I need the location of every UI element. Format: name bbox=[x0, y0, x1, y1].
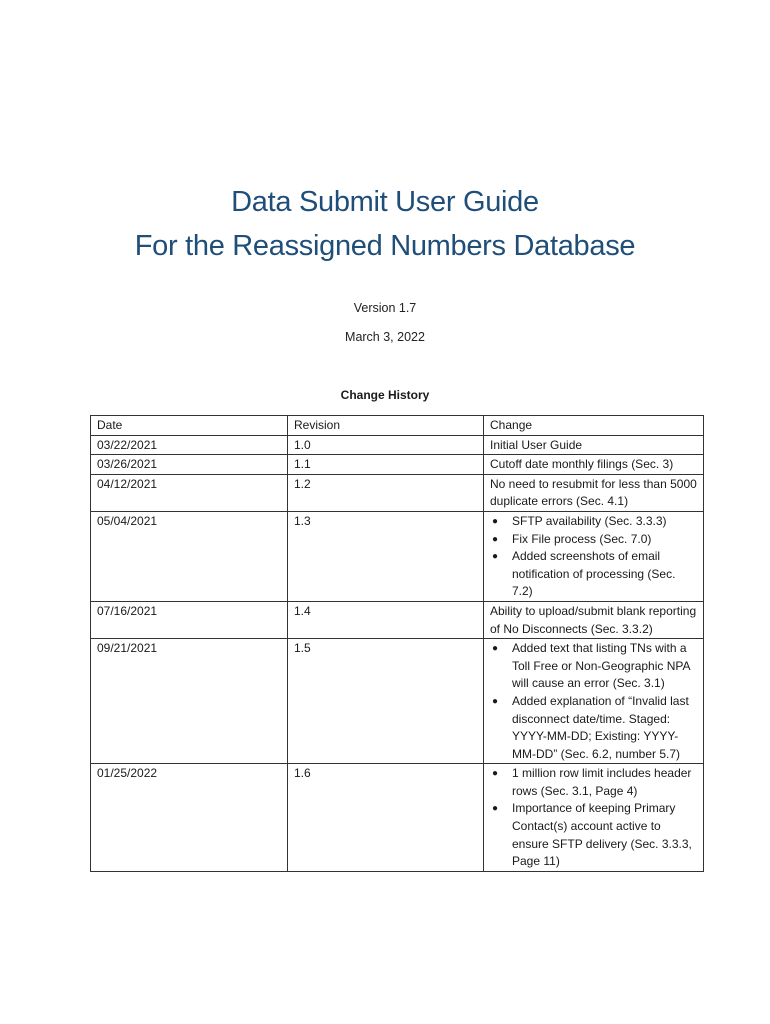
change-bullet bbox=[492, 800, 697, 870]
table-row bbox=[91, 474, 704, 511]
row-change: No need to resubmit for less than 5000 duplicate errors (Sec. 4.1) bbox=[484, 474, 704, 511]
bullet-icon: ● bbox=[492, 803, 499, 815]
row-change bbox=[484, 639, 704, 764]
change-bullet-text: Added screenshots of email notification of processing (Sec. 7.2) bbox=[512, 549, 676, 599]
document-title-line-1: Data Submit User Guide bbox=[231, 186, 539, 218]
row-date: 03/22/2021 bbox=[91, 435, 288, 455]
change-bullet-text: 1 million row limit includes header rows (Sec. 3.1, Page 4) bbox=[512, 766, 692, 798]
change-bullet-list bbox=[490, 640, 697, 763]
row-date: 07/16/2021 bbox=[91, 601, 288, 638]
change-bullet-text: Added text that listing TNs with a Toll Free or Non-Geographic NPA will cause an error (Sec. 3.1) bbox=[512, 641, 690, 691]
column-header-revision: Revision bbox=[288, 416, 484, 436]
table-row bbox=[91, 455, 704, 475]
bullet-icon: ● bbox=[492, 551, 499, 563]
bullet-icon: ● bbox=[492, 768, 499, 780]
row-date: 03/26/2021 bbox=[91, 455, 288, 475]
row-date: 01/25/2022 bbox=[91, 764, 288, 872]
table-row bbox=[91, 435, 704, 455]
change-bullet-text: SFTP availability (Sec. 3.3.3) bbox=[512, 513, 667, 528]
column-header-date: Date bbox=[91, 416, 288, 436]
change-bullet-text: Fix File process (Sec. 7.0) bbox=[512, 531, 652, 546]
row-change bbox=[484, 764, 704, 872]
change-bullet bbox=[492, 693, 697, 763]
row-revision: 1.0 bbox=[288, 435, 484, 455]
document-title-line-2: For the Reassigned Numbers Database bbox=[134, 230, 636, 262]
change-bullet bbox=[492, 531, 697, 549]
change-bullet-list bbox=[490, 765, 697, 871]
bullet-icon: ● bbox=[492, 643, 499, 655]
change-bullet-text: Importance of keeping Primary Contact(s) account active to ensure SFTP delivery (Sec. 3.3.3, Page 11) bbox=[512, 801, 692, 869]
row-date: 05/04/2021 bbox=[91, 511, 288, 601]
change-bullet-text: Added explanation of “Invalid last disconnect date/time. Staged: YYYY-MM-DD; Existing: YYYY-MM-DD” (Sec. 6.2, number 5.7) bbox=[512, 693, 689, 761]
row-change: Ability to upload/submit blank reporting of No Disconnects (Sec. 3.3.2) bbox=[484, 601, 704, 638]
row-date: 09/21/2021 bbox=[91, 639, 288, 764]
change-bullet bbox=[492, 640, 697, 693]
row-revision: 1.2 bbox=[288, 474, 484, 511]
row-revision: 1.1 bbox=[288, 455, 484, 475]
table-header-row bbox=[91, 416, 704, 436]
column-header-change: Change bbox=[484, 416, 704, 436]
change-bullet bbox=[492, 548, 697, 601]
row-revision: 1.5 bbox=[288, 639, 484, 764]
table-row bbox=[91, 511, 704, 601]
change-bullet bbox=[492, 765, 697, 800]
bullet-icon: ● bbox=[492, 695, 499, 707]
row-revision: 1.6 bbox=[288, 764, 484, 872]
bullet-icon: ● bbox=[492, 533, 499, 545]
change-bullet-list bbox=[490, 513, 697, 601]
change-history-heading: Change History bbox=[340, 388, 430, 402]
row-change: Initial User Guide bbox=[484, 435, 704, 455]
row-change bbox=[484, 511, 704, 601]
publish-date: March 3, 2022 bbox=[345, 330, 425, 344]
table-row bbox=[91, 639, 704, 764]
change-history-table bbox=[90, 415, 704, 872]
change-bullet bbox=[492, 513, 697, 531]
row-change: Cutoff date monthly filings (Sec. 3) bbox=[484, 455, 704, 475]
version-label: Version 1.7 bbox=[353, 301, 417, 315]
row-revision: 1.3 bbox=[288, 511, 484, 601]
table-row bbox=[91, 764, 704, 872]
table-row bbox=[91, 601, 704, 638]
bullet-icon: ● bbox=[492, 515, 499, 527]
row-revision: 1.4 bbox=[288, 601, 484, 638]
row-date: 04/12/2021 bbox=[91, 474, 288, 511]
